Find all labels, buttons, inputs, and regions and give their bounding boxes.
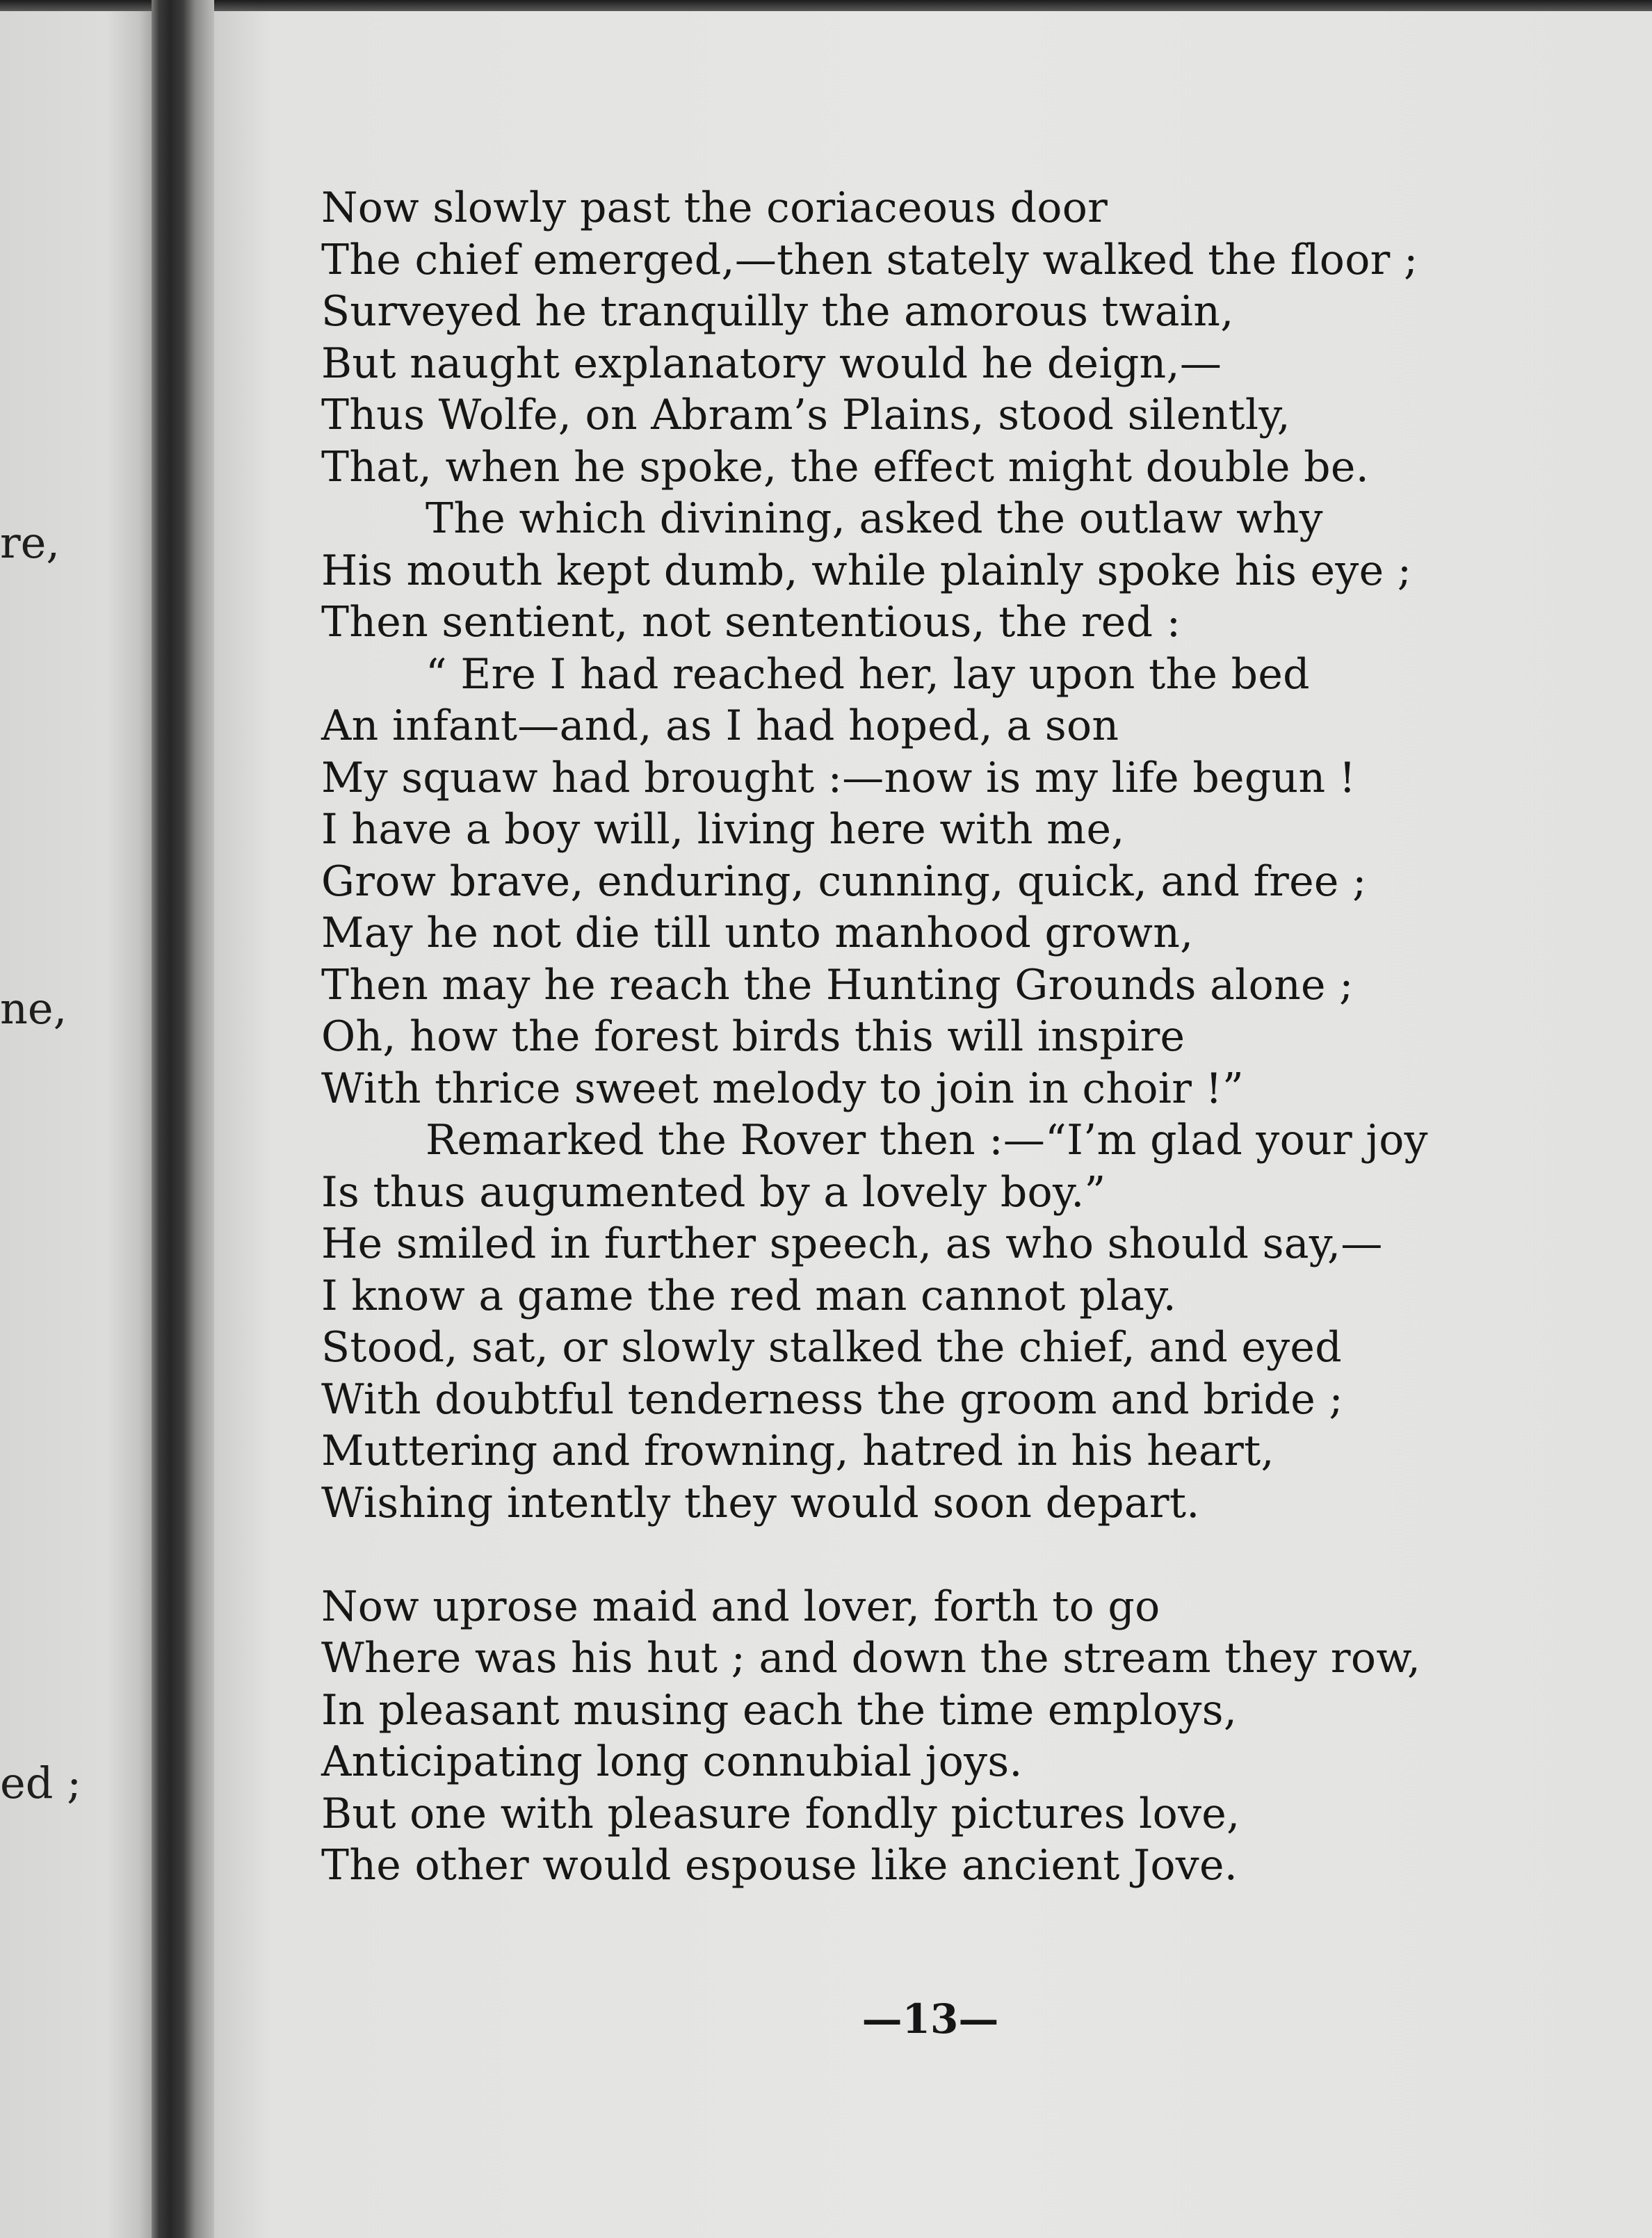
page-number: —13— — [861, 1995, 999, 2043]
previous-page-edge — [0, 11, 152, 2238]
poem-line: Is thus augumented by a lovely boy.” — [321, 1167, 1106, 1217]
poem-line: I know a game the red man cannot play. — [321, 1271, 1176, 1320]
poem-line: Now uprose maid and lover, forth to go — [321, 1582, 1160, 1631]
left-page-fragment: ne, — [0, 983, 67, 1034]
stanza-break — [321, 1529, 1517, 1581]
poem-line: I have a boy will, living here with me, — [321, 805, 1125, 854]
poem-line: Remarked the Rover then :—“I’m glad your joy — [426, 1116, 1428, 1165]
poem-line: But one with pleasure fondly pictures love, — [321, 1789, 1240, 1838]
poem-line: May he not die till unto manhood grown, — [321, 909, 1194, 957]
poem-line: My squaw had brought :—now is my life begun ! — [321, 753, 1357, 802]
poem-line: Wishing intently they would soon depart. — [321, 1478, 1200, 1527]
stanza — [321, 1581, 1517, 1892]
poem-line: Thus Wolfe, on Abram’s Plains, stood silently, — [321, 391, 1290, 439]
poem-line: That, when he spoke, the effect might double be. — [321, 442, 1370, 492]
poem-line: The other would espouse like ancient Jove. — [321, 1841, 1238, 1890]
poem-line: Then sentient, not sententious, the red : — [321, 598, 1181, 647]
poem-line: Stood, sat, or slowly stalked the chief, and eyed — [321, 1323, 1342, 1372]
poem-line: Grow brave, enduring, cunning, quick, and free ; — [321, 857, 1367, 906]
poem-line: Oh, how the forest birds this will inspire — [321, 1012, 1185, 1061]
poem-line: His mouth kept dumb, while plainly spoke his eye ; — [321, 546, 1412, 595]
poem-text — [321, 182, 1517, 1892]
book-gutter — [152, 0, 214, 2238]
poem-line: With thrice sweet melody to join in choir !” — [321, 1064, 1245, 1113]
stanza — [321, 182, 1517, 1529]
poem-line: Where was his hut ; and down the stream they row, — [321, 1634, 1421, 1682]
poem-line: He smiled in further speech, as who should say,— — [321, 1219, 1383, 1268]
poem-line: Muttering and frowning, hatred in his heart, — [321, 1427, 1274, 1475]
poem-line: The chief emerged,—then stately walked the floor ; — [321, 235, 1418, 284]
poem-line: But naught explanatory would he deign,— — [321, 339, 1222, 388]
poem-line: With doubtful tenderness the groom and bride ; — [321, 1375, 1343, 1424]
poem-line: Anticipating long connubial joys. — [321, 1737, 1023, 1786]
poem-line: Surveyed he tranquilly the amorous twain, — [321, 287, 1234, 336]
left-page-fragment: re, — [0, 517, 60, 568]
poem-line: An infant—and, as I had hoped, a son — [321, 702, 1119, 750]
poem-line: The which divining, asked the outlaw why — [426, 494, 1323, 543]
poem-line: “ Ere I had reached her, lay upon the bed — [426, 649, 1310, 699]
scan-top-edge — [0, 0, 1652, 11]
poem-line: Then may he reach the Hunting Grounds alone ; — [321, 960, 1354, 1009]
poem-line: In pleasant musing each the time employs, — [321, 1685, 1238, 1735]
poem-line: Now slowly past the coriaceous door — [321, 184, 1108, 232]
left-page-fragment: ed ; — [0, 1758, 81, 1808]
